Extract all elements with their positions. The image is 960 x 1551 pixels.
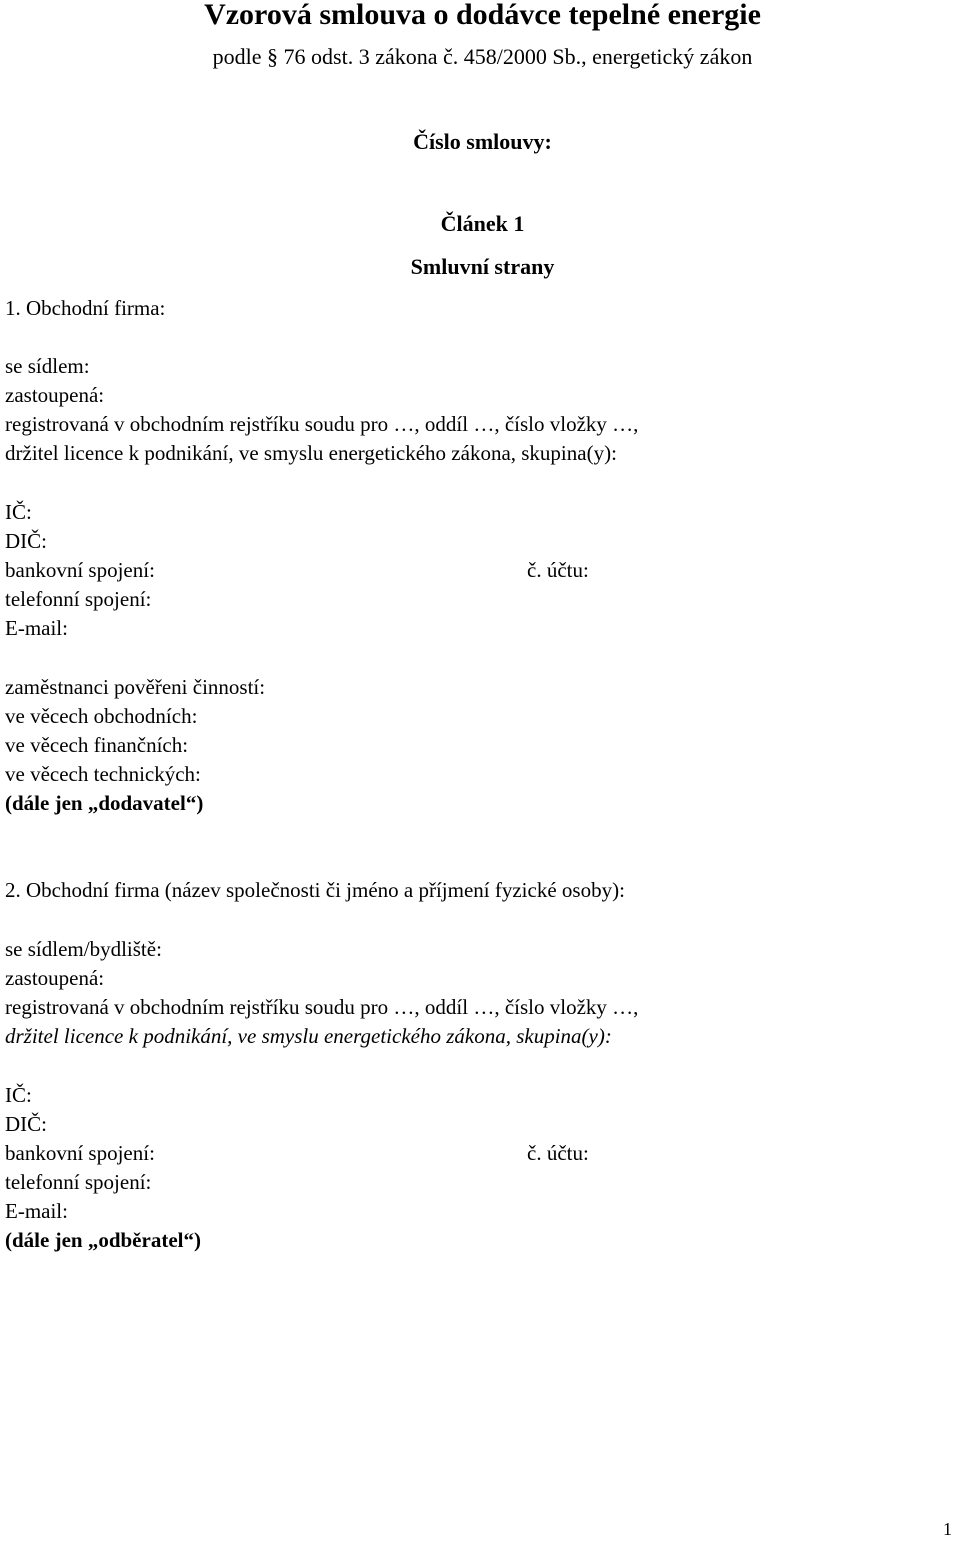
article-title: Smluvní strany <box>410 254 555 279</box>
party1-business: ve věcech obchodních: <box>5 704 198 728</box>
document-title: Vzorová smlouva o dodávce tepelné energie <box>204 0 761 31</box>
party2-designation: (dále jen „odběratel“) <box>5 1228 201 1252</box>
party2-bank: bankovní spojení: <box>5 1141 155 1165</box>
party2-account: č. účtu: <box>527 1141 589 1165</box>
party1-firm: 1. Obchodní firma: <box>5 296 166 320</box>
party1-phone: telefonní spojení: <box>5 587 152 611</box>
party1-license: držitel licence k podnikání, ve smyslu energetického zákona, skupina(y): <box>5 441 617 465</box>
party1-ic: IČ: <box>5 500 32 524</box>
party1-account: č. účtu: <box>527 558 589 582</box>
page-number: 1 <box>943 1519 952 1539</box>
article-label: Článek 1 <box>440 211 525 236</box>
party2-dic: DIČ: <box>5 1112 47 1136</box>
party1-designation: (dále jen „dodavatel“) <box>5 791 204 815</box>
party2-license: držitel licence k podnikání, ve smyslu energetického zákona, skupina(y): <box>5 1024 612 1048</box>
party1-bank: bankovní spojení: <box>5 558 155 582</box>
party2-ic: IČ: <box>5 1083 32 1107</box>
party2-email: E-mail: <box>5 1199 68 1223</box>
party1-represented: zastoupená: <box>5 383 105 407</box>
contract-number-label: Číslo smlouvy: <box>413 129 552 154</box>
party2-registered: registrovaná v obchodním rejstříku soudu pro …, oddíl …, číslo vložky …, <box>5 995 639 1019</box>
document-subtitle: podle § 76 odst. 3 zákona č. 458/2000 Sb., energetický zákon <box>212 44 753 69</box>
party1-dic: DIČ: <box>5 529 47 553</box>
party1-technical: ve věcech technických: <box>5 762 201 786</box>
party2-seat: se sídlem/bydliště: <box>5 937 162 961</box>
party1-financial: ve věcech finančních: <box>5 733 189 757</box>
party1-registered: registrovaná v obchodním rejstříku soudu pro …, oddíl …, číslo vložky …, <box>5 412 639 436</box>
party1-employees: zaměstnanci pověřeni činností: <box>5 675 266 699</box>
party1-seat: se sídlem: <box>5 354 90 378</box>
party2-firm: 2. Obchodní firma (název společnosti či jméno a příjmení fyzické osoby): <box>5 878 625 902</box>
party2-phone: telefonní spojení: <box>5 1170 152 1194</box>
party1-email: E-mail: <box>5 616 68 640</box>
party2-represented: zastoupená: <box>5 966 105 990</box>
